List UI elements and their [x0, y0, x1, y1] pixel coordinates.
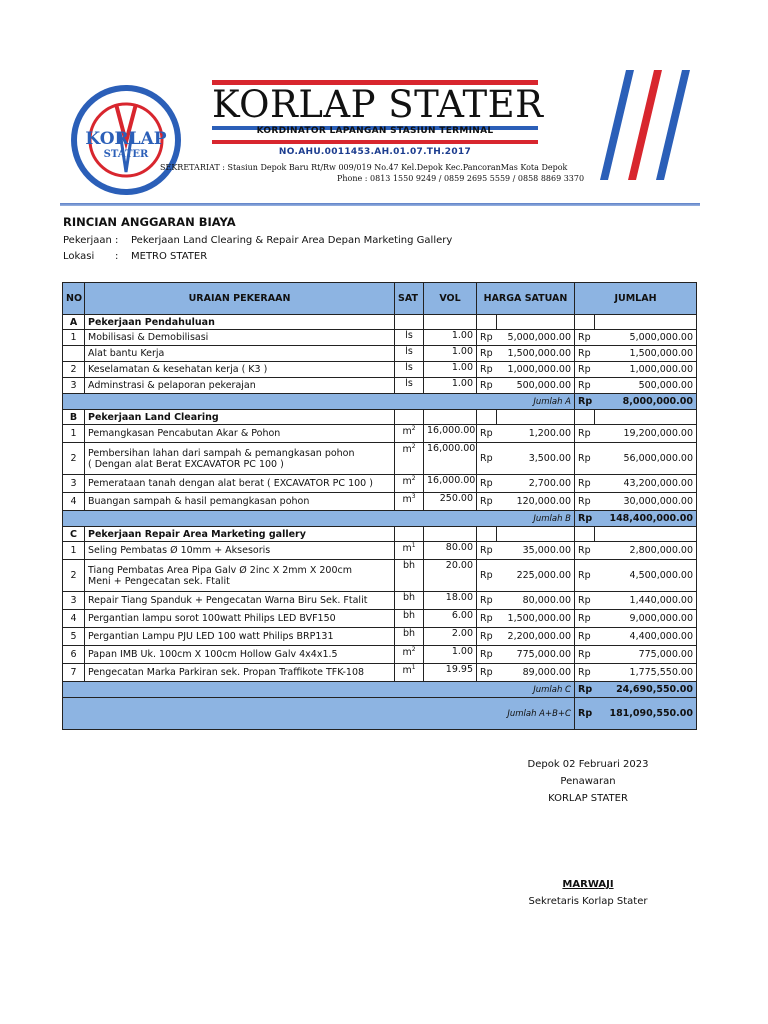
row-description-line2: Meni + Pengecatan sek. Ftalit — [88, 575, 230, 587]
row-volume: 1.00 — [424, 646, 477, 664]
row-unit — [395, 592, 424, 610]
row-unit-exponent: 1 — [411, 542, 416, 549]
row-unit-price: 89,000.00 — [497, 664, 575, 682]
row-description-line1: Tiang Pembatas Area Pipa Galv Ø 2inc X 2mm X 200cm — [88, 564, 352, 576]
row-total-currency: Rp — [575, 330, 595, 346]
section-title: Pekerjaan Pendahuluan — [85, 315, 395, 330]
row-unit-text: m — [402, 494, 412, 506]
table-row — [63, 425, 697, 443]
brand-subtitle: KORDINATOR LAPANGAN STASIUN TERMINAL — [256, 126, 494, 136]
row-unit-price: 2,700.00 — [497, 475, 575, 493]
row-description — [85, 592, 395, 610]
row-unit-exponent: 2 — [411, 443, 416, 450]
row-description — [85, 628, 395, 646]
row-number: 3 — [63, 475, 85, 493]
subtotal-value: 8,000,000.00 — [595, 394, 697, 410]
row-total: 1,775,550.00 — [595, 664, 697, 682]
row-price-currency: Rp — [477, 664, 497, 682]
row-description-line1: Alat bantu Kerja — [88, 348, 165, 359]
row-number: 4 — [63, 610, 85, 628]
logo-subtext: STATER — [103, 149, 149, 160]
row-price-currency: Rp — [477, 378, 497, 394]
grand-total-label: Jumlah A+B+C — [63, 698, 575, 730]
location-value: METRO STATER — [131, 251, 208, 262]
table-row — [63, 664, 697, 682]
row-description-line1: Pembersihan lahan dari sampah & pemangkasan pohon — [88, 447, 355, 459]
empty-cell — [395, 527, 424, 542]
header-no: NO — [63, 283, 85, 315]
company-logo — [68, 82, 184, 198]
row-total: 1,440,000.00 — [595, 592, 697, 610]
header-unit: SAT — [395, 283, 424, 315]
row-price-currency: Rp — [477, 425, 497, 443]
row-unit-exponent: 2 — [411, 646, 416, 653]
row-description — [85, 443, 395, 475]
location-key: Lokasi — [63, 251, 95, 262]
subtotal-currency: Rp — [575, 394, 595, 410]
row-volume: 1.00 — [424, 330, 477, 346]
row-total: 4,400,000.00 — [595, 628, 697, 646]
row-description-line1: Pergantian Lampu PJU LED 100 watt Philips BRP131 — [88, 631, 334, 642]
row-description — [85, 425, 395, 443]
section-title: Pekerjaan Land Clearing — [85, 410, 395, 425]
row-description — [85, 378, 395, 394]
header-total: JUMLAH — [575, 283, 697, 315]
subtotal-label: Jumlah C — [63, 682, 575, 698]
empty-cell — [424, 315, 477, 330]
logo-text: KORLAP — [85, 129, 167, 149]
row-volume: 16,000.00 — [424, 475, 477, 493]
row-description — [85, 362, 395, 378]
header-description: URAIAN PEKERAAN — [85, 283, 395, 315]
row-unit-text: bh — [402, 610, 416, 621]
grand-total-value: 181,090,550.00 — [595, 698, 697, 730]
empty-cell — [477, 315, 497, 330]
row-description-line1: Adminstrasi & pelaporan pekerajan — [88, 380, 256, 391]
grand-total-row — [63, 698, 697, 730]
row-unit-exponent: 1 — [411, 664, 416, 671]
decorative-stripes — [596, 68, 708, 180]
row-volume: 18.00 — [424, 592, 477, 610]
row-total-currency: Rp — [575, 425, 595, 443]
empty-cell — [595, 315, 697, 330]
job-value: Pekerjaan Land Clearing & Repair Area Depan Marketing Gallery — [131, 235, 453, 246]
subtotal-currency: Rp — [575, 511, 595, 527]
empty-cell — [395, 410, 424, 425]
table-row — [63, 560, 697, 592]
company-name: KORLAP STATER — [548, 793, 628, 804]
row-description-line1: Papan IMB Uk. 100cm X 100cm Hollow Galv 4x4x1.5 — [88, 649, 338, 660]
row-number: 4 — [63, 493, 85, 511]
row-price-currency: Rp — [477, 560, 497, 592]
row-unit-price: 120,000.00 — [497, 493, 575, 511]
row-total: 2,800,000.00 — [595, 542, 697, 560]
row-total-currency: Rp — [575, 592, 595, 610]
row-number: 3 — [63, 378, 85, 394]
brand-name: KORLAP STATER — [212, 83, 544, 126]
signatory-role: Sekretaris Korlap Stater — [528, 896, 648, 907]
row-description-line1: Keselamatan & kesehatan kerja ( K3 ) — [88, 364, 268, 375]
empty-cell — [497, 527, 575, 542]
row-total-currency: Rp — [575, 475, 595, 493]
empty-cell — [595, 410, 697, 425]
row-unit-price: 5,000,000.00 — [497, 330, 575, 346]
row-total: 775,000.00 — [595, 646, 697, 664]
row-total-currency: Rp — [575, 646, 595, 664]
row-description-line1: Pengecatan Marka Parkiran sek. Propan Traffikote TFK-108 — [88, 667, 365, 678]
row-unit — [395, 610, 424, 628]
table-row — [63, 592, 697, 610]
row-description — [85, 664, 395, 682]
row-unit-text: bh — [402, 592, 416, 603]
grand-total-currency: Rp — [575, 698, 595, 730]
section-row — [63, 315, 697, 330]
row-unit-exponent: 2 — [411, 475, 416, 482]
document-title: RINCIAN ANGGARAN BIAYA — [63, 215, 236, 229]
row-volume: 250.00 — [424, 493, 477, 511]
row-volume: 1.00 — [424, 362, 477, 378]
row-total-currency: Rp — [575, 346, 595, 362]
row-price-currency: Rp — [477, 475, 497, 493]
header-unit-price: HARGA SATUAN — [477, 283, 575, 315]
empty-cell — [497, 315, 575, 330]
row-total: 5,000,000.00 — [595, 330, 697, 346]
row-total: 9,000,000.00 — [595, 610, 697, 628]
section-row — [63, 410, 697, 425]
empty-cell — [424, 527, 477, 542]
row-price-currency: Rp — [477, 646, 497, 664]
row-unit — [395, 346, 424, 362]
row-unit — [395, 493, 424, 511]
row-unit-text: m — [402, 647, 412, 659]
row-description — [85, 330, 395, 346]
empty-cell — [497, 410, 575, 425]
row-unit-exponent: 2 — [411, 425, 416, 432]
row-volume: 6.00 — [424, 610, 477, 628]
row-volume: 80.00 — [424, 542, 477, 560]
place-date: Depok 02 Februari 2023 — [527, 759, 649, 770]
row-description — [85, 610, 395, 628]
row-unit-text: bh — [402, 560, 416, 571]
row-unit — [395, 664, 424, 682]
subtotal-row — [63, 511, 697, 527]
row-number: 3 — [63, 592, 85, 610]
row-price-currency: Rp — [477, 542, 497, 560]
row-unit-price: 1,500,000.00 — [497, 346, 575, 362]
offer-label: Penawaran — [560, 776, 616, 787]
row-total: 19,200,000.00 — [595, 425, 697, 443]
row-volume: 1.00 — [424, 346, 477, 362]
row-number: 7 — [63, 664, 85, 682]
subtotal-value: 148,400,000.00 — [595, 511, 697, 527]
empty-cell — [424, 410, 477, 425]
location-line — [63, 251, 207, 262]
row-description — [85, 475, 395, 493]
row-total-currency: Rp — [575, 443, 595, 475]
table-row — [63, 475, 697, 493]
section-code: B — [63, 410, 85, 425]
row-description — [85, 493, 395, 511]
row-unit-price: 225,000.00 — [497, 560, 575, 592]
row-unit-price: 1,200.00 — [497, 425, 575, 443]
job-key: Pekerjaan — [63, 235, 112, 246]
row-number: 1 — [63, 330, 85, 346]
row-unit-exponent: 3 — [411, 493, 416, 500]
row-volume: 19.95 — [424, 664, 477, 682]
header-divider — [60, 203, 700, 206]
table-row — [63, 330, 697, 346]
row-unit-text: m — [402, 476, 412, 488]
row-description-line1: Pergantian lampu sorot 100watt Philips LED BVF150 — [88, 613, 336, 624]
row-unit — [395, 378, 424, 394]
empty-cell — [395, 315, 424, 330]
row-unit-text: ls — [405, 362, 413, 373]
row-unit-text: m — [402, 665, 412, 677]
empty-cell — [575, 315, 595, 330]
row-price-currency: Rp — [477, 592, 497, 610]
row-total: 500,000.00 — [595, 378, 697, 394]
row-total-currency: Rp — [575, 542, 595, 560]
row-unit — [395, 628, 424, 646]
row-price-currency: Rp — [477, 346, 497, 362]
table-row — [63, 378, 697, 394]
subtotal-currency: Rp — [575, 682, 595, 698]
row-description — [85, 646, 395, 664]
row-unit-text: bh — [402, 628, 416, 639]
secretariat-address: SEKRETARIAT : Stasiun Depok Baru Rt/Rw 009/019 No.47 Kel.Depok Kec.PancoranMas Kota Depok — [160, 163, 568, 172]
row-volume: 2.00 — [424, 628, 477, 646]
row-volume: 16,000.00 — [424, 425, 477, 443]
row-unit — [395, 443, 424, 475]
row-price-currency: Rp — [477, 362, 497, 378]
registration-number: NO.AHU.0011453.AH.01.07.TH.2017 — [278, 147, 472, 157]
row-unit-price: 1,500,000.00 — [497, 610, 575, 628]
row-description-line1: Mobilisasi & Demobilisasi — [88, 332, 209, 343]
row-number: 6 — [63, 646, 85, 664]
row-unit-price: 1,000,000.00 — [497, 362, 575, 378]
row-volume: 16,000.00 — [424, 443, 477, 475]
lower-red-bar — [212, 140, 538, 144]
empty-cell — [575, 527, 595, 542]
row-unit-price: 500,000.00 — [497, 378, 575, 394]
row-unit-text: ls — [405, 346, 413, 357]
row-price-currency: Rp — [477, 628, 497, 646]
row-total: 43,200,000.00 — [595, 475, 697, 493]
row-total: 1,500,000.00 — [595, 346, 697, 362]
row-total-currency: Rp — [575, 493, 595, 511]
row-unit-text: m — [402, 426, 412, 438]
empty-cell — [575, 410, 595, 425]
row-unit — [395, 542, 424, 560]
row-total: 1,000,000.00 — [595, 362, 697, 378]
row-price-currency: Rp — [477, 610, 497, 628]
row-volume: 1.00 — [424, 378, 477, 394]
budget-table-body — [63, 283, 697, 730]
budget-table — [62, 282, 697, 730]
row-number: 1 — [63, 425, 85, 443]
subtotal-row — [63, 394, 697, 410]
row-number: 5 — [63, 628, 85, 646]
row-description-line1: Seling Pembatas Ø 10mm + Aksesoris — [88, 545, 271, 556]
row-total-currency: Rp — [575, 560, 595, 592]
row-unit-text: m — [402, 543, 412, 555]
row-total: 56,000,000.00 — [595, 443, 697, 475]
subtotal-label: Jumlah B — [63, 511, 575, 527]
section-code: C — [63, 527, 85, 542]
row-price-currency: Rp — [477, 443, 497, 475]
row-number: 2 — [63, 362, 85, 378]
row-unit — [395, 475, 424, 493]
row-unit — [395, 646, 424, 664]
row-total-currency: Rp — [575, 610, 595, 628]
row-volume: 20.00 — [424, 560, 477, 592]
row-description — [85, 542, 395, 560]
table-row — [63, 610, 697, 628]
row-unit-price: 3,500.00 — [497, 443, 575, 475]
row-unit — [395, 560, 424, 592]
row-total: 30,000,000.00 — [595, 493, 697, 511]
row-number: 1 — [63, 542, 85, 560]
section-row — [63, 527, 697, 542]
row-unit-price: 80,000.00 — [497, 592, 575, 610]
row-total-currency: Rp — [575, 628, 595, 646]
empty-cell — [477, 527, 497, 542]
empty-cell — [477, 410, 497, 425]
row-total-currency: Rp — [575, 664, 595, 682]
signatory-name: MARWAJI — [562, 879, 614, 890]
subtotal-row — [63, 682, 697, 698]
row-price-currency: Rp — [477, 493, 497, 511]
row-total-currency: Rp — [575, 378, 595, 394]
row-unit-price: 35,000.00 — [497, 542, 575, 560]
row-number: 2 — [63, 560, 85, 592]
row-description-line2: ( Dengan alat Berat EXCAVATOR PC 100 ) — [88, 458, 284, 470]
table-row — [63, 443, 697, 475]
row-unit-price: 2,200,000.00 — [497, 628, 575, 646]
location-colon: : — [115, 251, 119, 262]
row-unit — [395, 362, 424, 378]
row-description-line1: Repair Tiang Spanduk + Pengecatan Warna Biru Sek. Ftalit — [88, 595, 368, 606]
table-row — [63, 542, 697, 560]
row-description — [85, 346, 395, 362]
row-unit — [395, 425, 424, 443]
row-number — [63, 346, 85, 362]
row-price-currency: Rp — [477, 330, 497, 346]
job-colon: : — [115, 235, 119, 246]
row-total: 4,500,000.00 — [595, 560, 697, 592]
row-unit-text: ls — [405, 378, 413, 389]
subtotal-label: Jumlah A — [63, 394, 575, 410]
row-description — [85, 560, 395, 592]
row-description-line1: Buangan sampah & hasil pemangkasan pohon — [88, 496, 310, 507]
table-row — [63, 646, 697, 664]
row-unit-text: m — [402, 444, 412, 456]
table-row — [63, 362, 697, 378]
section-title: Pekerjaan Repair Area Marketing gallery — [85, 527, 395, 542]
header-volume: VOL — [424, 283, 477, 315]
row-number: 2 — [63, 443, 85, 475]
row-unit — [395, 330, 424, 346]
row-description-line1: Pemangkasan Pencabutan Akar & Pohon — [88, 428, 281, 439]
job-line — [63, 235, 452, 246]
table-row — [63, 628, 697, 646]
section-code: A — [63, 315, 85, 330]
row-unit-text: ls — [405, 330, 413, 341]
row-description-line1: Pemerataan tanah dengan alat berat ( EXCAVATOR PC 100 ) — [88, 478, 373, 489]
row-unit-price: 775,000.00 — [497, 646, 575, 664]
table-header-row — [63, 283, 697, 315]
phone-numbers: Phone : 0813 1550 9249 / 0859 2695 5559 / 0858 8869 3370 — [337, 174, 585, 183]
row-total-currency: Rp — [575, 362, 595, 378]
subtotal-value: 24,690,550.00 — [595, 682, 697, 698]
table-row — [63, 346, 697, 362]
empty-cell — [595, 527, 697, 542]
table-row — [63, 493, 697, 511]
